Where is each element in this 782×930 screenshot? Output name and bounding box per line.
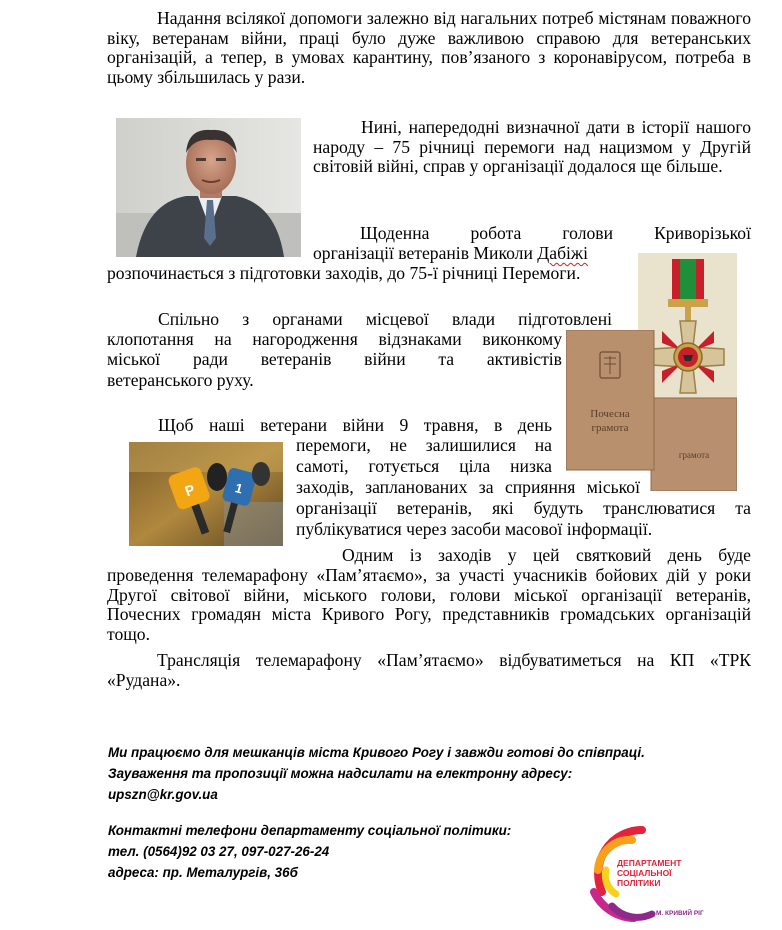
text-name-dabizhi: Дабіжі (537, 243, 588, 263)
logo-line2: СОЦІАЛЬНОЇ (617, 868, 672, 878)
footer-phones: тел. (0564)92 03 27, 097-027-26-24 (108, 844, 330, 859)
paragraph-veterans-line5: організації ветеранів, які будуть транслюватися та (296, 498, 751, 518)
logo-line3: ПОЛІТИКИ (617, 878, 661, 888)
paragraph-veterans-line2: перемоги, не залишилися на (296, 435, 552, 455)
portrait-photo (116, 118, 301, 257)
paragraph-petitions-line4: ветеранського руху. (107, 370, 254, 390)
paragraph-daily-work-line3: розпочинається з підготовки заходів, до 75-ї річниці Перемоги. (107, 263, 581, 283)
paragraph-telemarathon-line1: Одним із заходів у цей святковий день буде (342, 545, 751, 565)
paragraph-petitions-line1: Спільно з органами місцевої влади підготовлені (158, 309, 612, 329)
paragraph-anniversary: Нині, напередодні визначної дати в історії нашого народу – 75 річниці перемоги над нацизмом у Другій світовій війні, справ у організації додалося ще більше. (313, 117, 751, 176)
logo-city: М. КРИВИЙ РІГ (656, 910, 704, 917)
footer-email[interactable]: upszn@kr.gov.ua (108, 787, 218, 802)
paragraph-telemarathon-rest: проведення телемарафону «Пам’ятаємо», за участі учасників бойових дій у роки Другої світової війни, міського голови, голови міської організації ветеранів, Почесних громадян міста Кривого Рогу, представників громадських організацій тощо. (107, 565, 751, 644)
footer-line2: Зауваження та пропозиції можна надсилати на електронну адресу: (108, 766, 573, 781)
certificates-image (566, 330, 737, 491)
paragraph-intro: Надання всілякої допомоги залежно від нагальних потреб містянам поважного віку, ветеранам війни, праці було дуже важливою справою для ветеранських організацій, а тепер, в умовах карантину, пов’язаного з коронавірусом, потреба в цьому збільшилась у рази. (107, 8, 751, 87)
certificate-front-title-line1: Почесна (590, 408, 630, 420)
paragraph-petitions-line3: міської ради ветеранів війни та активістів (107, 349, 562, 369)
paragraph-veterans-line1: Щоб наші ветерани війни 9 травня, в день (158, 415, 552, 435)
svg-text:P: P (182, 480, 197, 500)
paragraph-veterans-line6: публікуватися через засоби масової інформації. (296, 519, 653, 539)
paragraph-broadcast: Трансляція телемарафону «Пам’ятаємо» відбуватиметься на КП «ТРК «Рудана». (107, 650, 751, 690)
footer-contacts-title: Контактні телефони департаменту соціальної політики: (108, 823, 512, 838)
footer-line1: Ми працюємо для мешканців міста Кривого Рогу і завжди готові до співпраці. (108, 745, 645, 760)
paragraph-veterans-line4: заходів, запланованих за сприяння міської (296, 477, 640, 497)
logo-line1: ДЕПАРТАМЕНТ (617, 858, 682, 868)
microphones-image (129, 442, 283, 546)
text-organization: організації ветеранів Миколи (313, 243, 538, 263)
paragraph-daily-work-line1: Щоденна робота голови Криворізької (360, 223, 751, 243)
paragraph-veterans-line3: самоті, готується ціла низка (296, 456, 552, 476)
svg-text:1: 1 (233, 480, 245, 497)
certificate-back-label: грамота (678, 450, 710, 460)
paragraph-petitions-line2: клопотання на нагородження відзнаками виконкому (107, 329, 562, 349)
department-logo (572, 822, 722, 922)
footer-address: адреса: пр. Металургів, 36б (108, 865, 298, 880)
paragraph-daily-work-line2 (313, 244, 588, 264)
certificate-front-title-line2: грамота (591, 422, 629, 434)
